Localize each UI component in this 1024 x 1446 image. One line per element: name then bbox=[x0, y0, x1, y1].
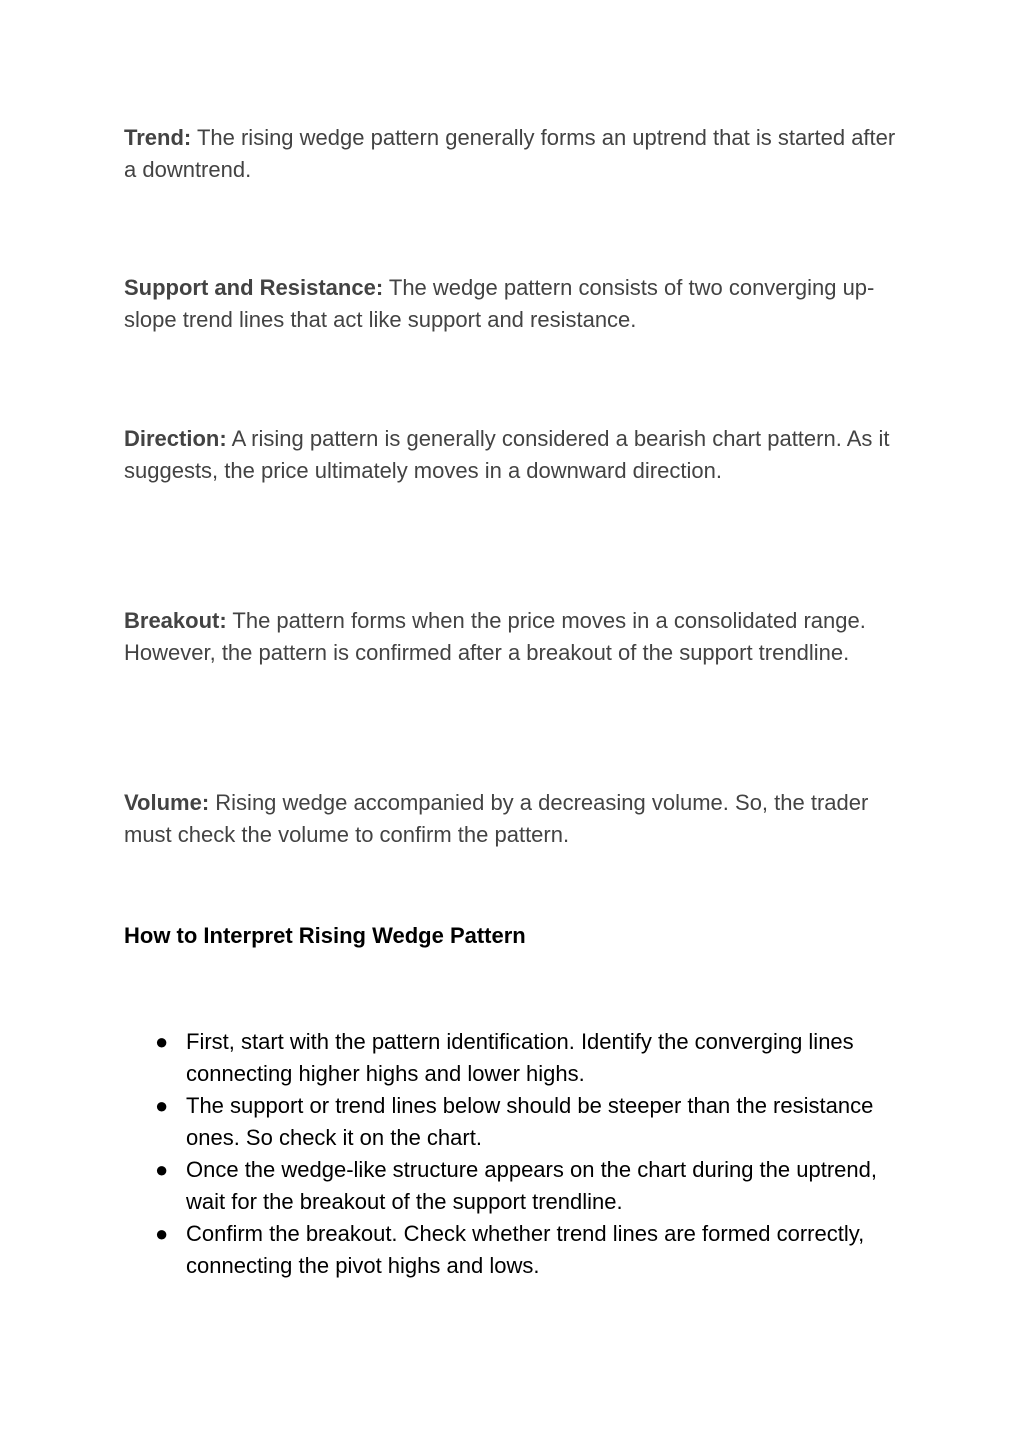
trend-term: Trend: bbox=[124, 125, 192, 150]
volume-text: Rising wedge accompanied by a decreasing volume. So, the trader must check the volume to confirm the pattern. bbox=[124, 790, 869, 847]
direction-text: A rising pattern is generally considered a bearish chart pattern. As it suggests, the price ultimately moves in a downward direction. bbox=[124, 426, 890, 483]
support-resistance-text: The wedge pattern consists of two converging up-slope trend lines that act like support and resistance. bbox=[124, 275, 875, 332]
bullet-icon: ● bbox=[155, 1093, 169, 1118]
bullet-icon: ● bbox=[155, 1221, 169, 1246]
section-heading: How to Interpret Rising Wedge Pattern bbox=[124, 923, 526, 948]
trend-paragraph bbox=[124, 122, 904, 186]
bullet-icon: ● bbox=[155, 1157, 169, 1182]
list-item-text: The support or trend lines below should be steeper than the resistance ones. So check it on the chart. bbox=[186, 1093, 874, 1150]
direction-paragraph bbox=[124, 423, 904, 487]
list-item bbox=[124, 1154, 904, 1218]
list-item bbox=[124, 1090, 904, 1154]
trend-text: The rising wedge pattern generally forms an uptrend that is started after a downtrend. bbox=[124, 125, 896, 182]
breakout-text: The pattern forms when the price moves in a consolidated range. However, the pattern is confirmed after a breakout of the support trendline. bbox=[124, 608, 866, 665]
volume-term: Volume: bbox=[124, 790, 210, 815]
volume-paragraph bbox=[124, 787, 904, 851]
list-item-text: First, start with the pattern identification. Identify the converging lines connecting higher highs and lower highs. bbox=[186, 1029, 854, 1086]
list-item bbox=[124, 1218, 904, 1282]
support-resistance-paragraph bbox=[124, 272, 904, 336]
list-item-text: Once the wedge-like structure appears on the chart during the uptrend, wait for the breakout of the support trendline. bbox=[186, 1157, 877, 1214]
bullet-icon: ● bbox=[155, 1029, 169, 1054]
list-item bbox=[124, 1026, 904, 1090]
breakout-paragraph bbox=[124, 605, 904, 669]
bullet-list bbox=[124, 1026, 904, 1282]
list-item-text: Confirm the breakout. Check whether trend lines are formed correctly, connecting the pivot highs and lows. bbox=[186, 1221, 865, 1278]
support-resistance-term: Support and Resistance: bbox=[124, 275, 384, 300]
breakout-term: Breakout: bbox=[124, 608, 227, 633]
direction-term: Direction: bbox=[124, 426, 227, 451]
